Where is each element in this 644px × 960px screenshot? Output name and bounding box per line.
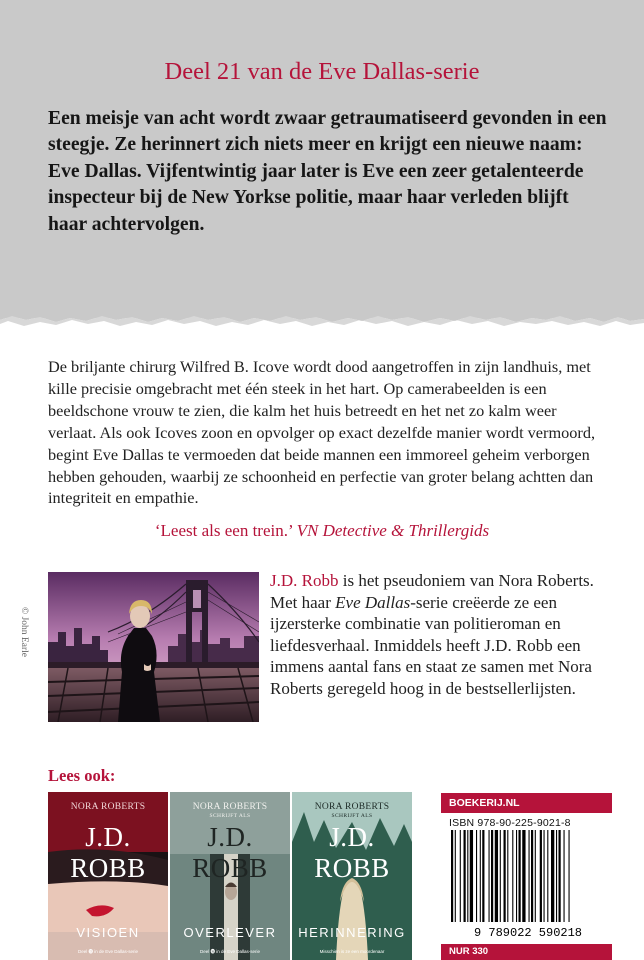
barcode-bar: [551, 830, 554, 922]
book-cover-visioen: [48, 792, 168, 960]
barcode-bar: [455, 830, 456, 922]
bio-text-1: is het pseudoniem van Nora Roberts. Met haar: [270, 571, 594, 612]
photo-credit-text: © John Earle: [19, 607, 29, 657]
book-subtitle: OVERLEVER: [183, 925, 277, 940]
barcode-bar: [504, 830, 506, 922]
barcode-bar: [464, 830, 466, 922]
author-name: J.D. Robb: [270, 571, 339, 590]
book-author-tag: SCHRIJFT ALS: [331, 813, 373, 819]
review-quote: [0, 521, 644, 541]
book-cover-herinnering: [292, 792, 412, 960]
barcode-bar: [540, 830, 542, 922]
book-author: NORA ROBERTS: [70, 802, 146, 812]
quote-text: ‘Leest als een trein.’: [154, 521, 293, 540]
barcode-bar: [544, 830, 545, 922]
barcode-bar: [500, 830, 501, 922]
barcode-bar: [470, 830, 473, 922]
photo-credit: [16, 572, 32, 692]
barcode-bar: [460, 830, 461, 922]
barcode-bar: [547, 830, 548, 922]
author-photo: [48, 572, 259, 722]
barcode-bar: [495, 830, 498, 922]
bio-series: Eve Dallas: [335, 592, 411, 612]
svg-text:Deel ⓯ in de Eve Dallas-serie: Deel ⓯ in de Eve Dallas-serie: [77, 949, 139, 954]
book-title: J.D. ROBB: [70, 822, 146, 883]
barcode-bar: [491, 830, 493, 922]
barcode-bar: [559, 830, 561, 922]
book-title: J.D. ROBB: [314, 822, 390, 883]
nur-code: NUR 330: [441, 944, 612, 960]
barcode-bar: [519, 830, 521, 922]
barcode-bar: [569, 830, 570, 922]
blurb-text: Een meisje van acht wordt zwaar getraumatiseerd gevonden in een steegje. Ze herinnert zich niets meer en krijgt een nieuwe naam: Eve Dallas. Vijfentwintig jaar later is Eve een zeer getalenteerde inspecteur bij de New Yorkse politie, maar haar verleden blijft haar achtervolgen.: [48, 108, 607, 235]
book-author-tag: SCHRIJFT ALS: [209, 813, 251, 819]
barcode: [449, 830, 607, 938]
description-text: De briljante chirurg Wilfred B. Icove wordt dood aangetroffen in zijn landhuis, met kille precisie omgebracht met één steek in het hart. Op camerabeelden is een beeldschone vrouw te zien, die kalm het huis betreedt en het net zo kalm weer verlaat. Als ook Icoves zoon en opvolger op exact dezelfde manier wordt vermoord, begint Eve Dallas te vermoeden dat beide mannen een immoreel geheim verborgen hebben gehouden, waarbij ze schoonheid en perfectie van groter belang achtten dan integriteit en empathie.: [48, 357, 596, 508]
book-subtitle: VISIOEN: [76, 925, 140, 940]
barcode-bar: [522, 830, 525, 922]
quote-source: VN Detective & Thrillergids: [296, 521, 490, 540]
barcode-bar: [516, 830, 517, 922]
book-author: NORA ROBERTS: [192, 802, 268, 812]
barcode-bar: [482, 830, 484, 922]
book-title: J.D. ROBB: [192, 822, 268, 883]
barcode-bar: [564, 830, 565, 922]
book-subtitle: HERINNERING: [298, 925, 406, 940]
barcode-bar: [535, 830, 536, 922]
barcode-number: 9 789022 590218: [473, 926, 583, 938]
author-bio: [270, 570, 612, 700]
publisher-bar: BOEKERIJ.NL: [441, 793, 612, 813]
book-author: NORA ROBERTS: [314, 802, 390, 812]
torn-paper-edge: [0, 300, 644, 330]
book-cover-overlever: [170, 792, 290, 960]
barcode-bar: [476, 830, 477, 922]
barcode-bar: [507, 830, 508, 922]
barcode-bar: [489, 830, 490, 922]
barcode-bar: [529, 830, 530, 922]
svg-text:Deel ⓰ in de Eve Dallas-serie: Deel ⓰ in de Eve Dallas-serie: [199, 949, 261, 954]
barcode-bar: [512, 830, 513, 922]
bio-text-2: -serie creëerde ze een ijzersterke combinatie van politieroman en liefdesverhaal. Inmiddels heeft J.D. Robb een immens aantal fans en staat ze samen met Nora Roberts geregeld hoog in de bestsellerlijsten.: [270, 592, 592, 698]
barcode-bar: [451, 830, 453, 922]
barcode-bar: [467, 830, 468, 922]
series-title: Deel 21 van de Eve Dallas-serie: [164, 58, 480, 85]
barcode-bar: [531, 830, 533, 922]
svg-text:Misschien is ze een moordenaar: Misschien is ze een moordenaar: [319, 949, 385, 954]
see-also-label: Lees ook:: [48, 766, 116, 785]
barcode-bar: [480, 830, 481, 922]
isbn-label: ISBN 978-90-225-9021-8: [449, 817, 571, 829]
barcode-bar: [556, 830, 557, 922]
